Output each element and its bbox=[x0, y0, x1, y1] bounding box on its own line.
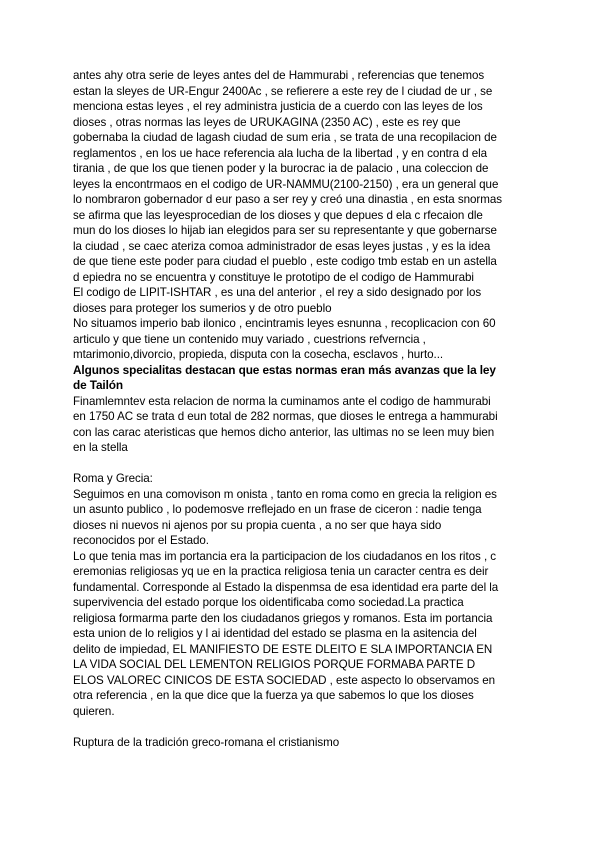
text-line: estan la sleyes de UR-Engur 2400Ac , se refierere a este rey de l ciudad de ur , se bbox=[73, 84, 493, 98]
text-line: mtarimonio,divorcio, propieda, disputa con la cosecha, esclavos , hurto... bbox=[73, 348, 444, 361]
paragraph-hammurabi bbox=[73, 394, 529, 456]
text-line: El codigo de LIPIT-ISHTAR , es una del anterior , el rey a sido designado por los bbox=[73, 286, 482, 299]
document-page bbox=[73, 68, 529, 750]
text-line: dioses , otras normas las leyes de URUKAGINA (2350 AC) , este es rey que bbox=[73, 115, 461, 129]
bold-text-line: Algunos specialitas destacan que estas normas eran más avanzas que la ley bbox=[73, 362, 496, 377]
section-heading: Ruptura de la tradición greco-romana el cristianismo bbox=[73, 735, 340, 749]
text-line: otra referencia , en la que dice que la fuerza ya que sabemos lo que los dioses bbox=[73, 689, 474, 702]
text-line: No situamos imperio bab ilonico , encintramis leyes esnunna , recoplicacion con 60 bbox=[73, 317, 496, 330]
blank-line bbox=[73, 719, 529, 735]
bold-text-line: de Tailón bbox=[73, 378, 124, 392]
text-line: la ciudad , se caec ateriza comoa administrador de esas leyes justas , y es la idea bbox=[73, 239, 491, 253]
text-line: se afirma que las leyesprocedian de los dioses y que depues d ela c rfecaion dle bbox=[73, 208, 483, 222]
text-line: religiosa formarma parte den los ciudadanos griegos y romanos. Esta im portancia bbox=[73, 611, 493, 625]
text-line: quieren. bbox=[73, 704, 115, 718]
section-ruptura bbox=[73, 735, 529, 751]
text-line: de que tiene este poder para ciudad el pueblo , este codigo tmb estab en un astella bbox=[73, 255, 497, 268]
text-line: lo nombraron gobernador d eur paso a ser rey y creó una dinastia , en esta snormas bbox=[73, 193, 502, 206]
blank-line bbox=[73, 456, 529, 472]
section-roma-grecia bbox=[73, 471, 529, 719]
bold-statement bbox=[73, 363, 529, 394]
text-line: gobernaba la ciudad de lagash ciudad de sum eria , se trata de una recopilacion de bbox=[73, 131, 497, 144]
text-line: reconocidos por el Estado. bbox=[73, 534, 209, 547]
text-line: un asunto publico , lo podemosve rreflejado en un frase de ciceron : nadie tenga bbox=[73, 503, 482, 516]
text-line: articulo y que tiene un contenido muy variado , cuestrions refverncia , bbox=[73, 332, 426, 346]
paragraph-early-laws bbox=[73, 68, 529, 363]
text-line: supervivencia del estado porque los oidentificaba como sociedad.La practica bbox=[73, 596, 464, 609]
text-line: antes ahy otra serie de leyes antes del de Hammurabi , referencias que tenemos bbox=[73, 69, 485, 82]
text-line: Finamlemntev esta relacion de norma la cuminamos ante el codigo de hammurabi bbox=[73, 394, 491, 408]
text-line: fundamental. Corresponde al Estado la dispenmsa de esa identidad era parte del la bbox=[73, 580, 499, 594]
text-line: delito de impiedad, EL MANIFIESTO DE ESTE DLEITO E SLA IMPORTANCIA EN bbox=[73, 642, 493, 656]
text-line: LA VIDA SOCIAL DEL LEMENTON RELIGIOS PORQUE FORMABA PARTE D bbox=[73, 658, 476, 671]
text-line: reglamentos , en los ue hace referencia ala lucha de la libertad , y en contra d ela bbox=[73, 146, 488, 160]
section-heading: Roma y Grecia: bbox=[73, 472, 153, 485]
text-line: esta union de lo religios y l ai identidad del estado se plasma en la asitencia del bbox=[73, 627, 477, 640]
text-line: eremonias religiosas yq ue en la practica religiosa tenia un caracter centra es deir bbox=[73, 565, 489, 578]
text-line: Seguimos en una comovison m onista , tanto en roma como en grecia la religion es bbox=[73, 487, 497, 501]
text-line: con las carac ateristicas que hemos dicho anterior, las ultimas no se leen muy bien bbox=[73, 425, 495, 439]
text-line: d epiedra no se encuentra y constituye le prototipo de el codigo de Hammurabi bbox=[73, 270, 474, 284]
text-line: dioses para proteger los sumerios y de otro pueblo bbox=[73, 301, 332, 315]
text-line: dioses ni nuevos ni ajenos por su propia cuenta , a no ser que haya sido bbox=[73, 518, 442, 532]
text-line: mun do los dioses lo hijab ian elegidos para ser su representante y que gobernarse bbox=[73, 224, 497, 237]
text-line: tirania , de que los que tienen poder y la burocrac ia de palacio , una coleccion de bbox=[73, 162, 489, 175]
text-line: leyes la encontrmaos en el codigo de UR-NAMMU(2100-2150) , era un general que bbox=[73, 177, 499, 191]
text-line: Lo que tenia mas im portancia era la participacion de los ciudadanos en los ritos , c bbox=[73, 549, 497, 563]
text-line: menciona estas leyes , el rey administra justicia de a cuerdo con las leyes de los bbox=[73, 100, 483, 113]
text-line: ELOS VALOREC CINICOS DE ESTA SOCIEDAD , este aspecto lo observamos en bbox=[73, 673, 496, 687]
text-line: en la stella bbox=[73, 441, 128, 454]
text-line: en 1750 AC se trata d eun total de 282 normas, que dioses le entrega a hammurabi bbox=[73, 410, 498, 423]
